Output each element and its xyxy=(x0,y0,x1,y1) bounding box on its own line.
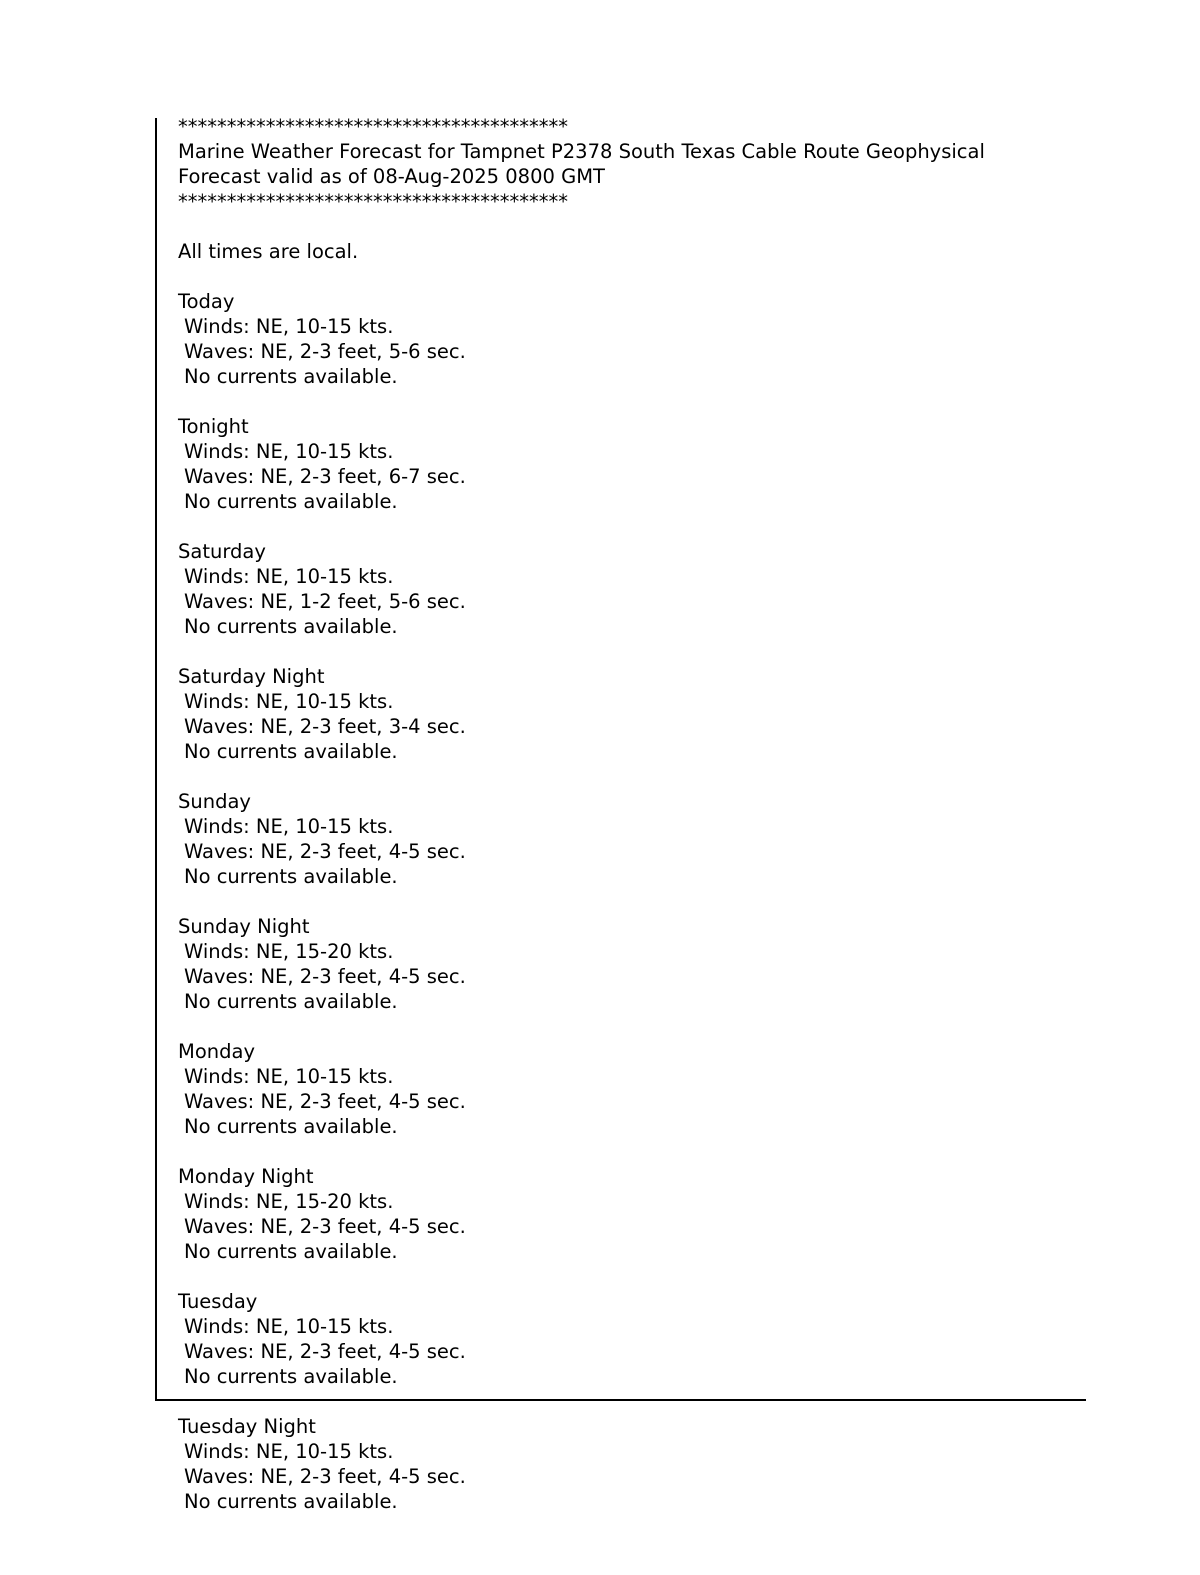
blank-line xyxy=(178,1264,1138,1289)
blank-line xyxy=(178,514,1138,539)
waves-line: Waves: NE, 2-3 feet, 4-5 sec. xyxy=(184,1215,466,1238)
currents-line: No currents available. xyxy=(184,1115,398,1138)
currents-line: No currents available. xyxy=(184,615,398,638)
forecast-section-monday-night xyxy=(178,1164,1138,1289)
day-label: Tonight xyxy=(178,415,249,438)
day-label: Sunday xyxy=(178,790,251,813)
times-note: All times are local. xyxy=(178,240,359,263)
forecast-title: Marine Weather Forecast for Tampnet P2378 South Texas Cable Route Geophysical xyxy=(178,140,985,163)
currents-line: No currents available. xyxy=(184,1240,398,1263)
waves-line: Waves: NE, 2-3 feet, 4-5 sec. xyxy=(184,840,466,863)
winds-line: Winds: NE, 10-15 kts. xyxy=(184,565,394,588)
winds-line: Winds: NE, 15-20 kts. xyxy=(184,1190,394,1213)
forecast-section-sunday xyxy=(178,789,1138,914)
forecast-section-monday xyxy=(178,1039,1138,1164)
separator-line-bottom: **************************************** xyxy=(178,190,568,213)
currents-line: No currents available. xyxy=(184,990,398,1013)
winds-line: Winds: NE, 10-15 kts. xyxy=(184,815,394,838)
forecast-section-saturday-night xyxy=(178,664,1138,789)
winds-line: Winds: NE, 10-15 kts. xyxy=(184,1315,394,1338)
blank-line xyxy=(178,1389,1138,1414)
currents-line: No currents available. xyxy=(184,1490,398,1513)
currents-line: No currents available. xyxy=(184,1365,398,1388)
waves-line: Waves: NE, 2-3 feet, 4-5 sec. xyxy=(184,965,466,988)
blank-line xyxy=(178,389,1138,414)
waves-line: Waves: NE, 1-2 feet, 5-6 sec. xyxy=(184,590,466,613)
forecast-section-sunday-night xyxy=(178,914,1138,1039)
waves-line: Waves: NE, 2-3 feet, 4-5 sec. xyxy=(184,1340,466,1363)
separator-line-top: **************************************** xyxy=(178,115,568,138)
forecast-section-tuesday xyxy=(178,1289,1138,1414)
waves-line: Waves: NE, 2-3 feet, 6-7 sec. xyxy=(184,465,466,488)
blank-line xyxy=(178,1139,1138,1164)
winds-line: Winds: NE, 10-15 kts. xyxy=(184,440,394,463)
day-label: Monday Night xyxy=(178,1165,314,1188)
winds-line: Winds: NE, 10-15 kts. xyxy=(184,315,394,338)
blank-line xyxy=(178,1014,1138,1039)
day-label: Sunday Night xyxy=(178,915,310,938)
currents-line: No currents available. xyxy=(184,490,398,513)
waves-line: Waves: NE, 2-3 feet, 4-5 sec. xyxy=(184,1465,466,1488)
forecast-validity: Forecast valid as of 08-Aug-2025 0800 GMT xyxy=(178,165,605,188)
forecast-section-tuesday-night xyxy=(178,1414,1138,1514)
blank-line xyxy=(178,214,1138,239)
day-label: Monday xyxy=(178,1040,255,1063)
forecast-document xyxy=(178,114,1138,1514)
winds-line: Winds: NE, 10-15 kts. xyxy=(184,1440,394,1463)
day-label: Tuesday xyxy=(178,1290,258,1313)
blank-line xyxy=(178,889,1138,914)
waves-line: Waves: NE, 2-3 feet, 5-6 sec. xyxy=(184,340,466,363)
forecast-section-today xyxy=(178,289,1138,414)
day-label: Today xyxy=(178,290,235,313)
forecast-section-saturday xyxy=(178,539,1138,664)
blank-line xyxy=(178,764,1138,789)
day-label: Saturday xyxy=(178,540,266,563)
currents-line: No currents available. xyxy=(184,865,398,888)
day-label: Saturday Night xyxy=(178,665,325,688)
forecast-section-tonight xyxy=(178,414,1138,539)
winds-line: Winds: NE, 10-15 kts. xyxy=(184,1065,394,1088)
day-label: Tuesday Night xyxy=(178,1415,316,1438)
waves-line: Waves: NE, 2-3 feet, 4-5 sec. xyxy=(184,1090,466,1113)
currents-line: No currents available. xyxy=(184,365,398,388)
currents-line: No currents available. xyxy=(184,740,398,763)
blank-line xyxy=(178,264,1138,289)
winds-line: Winds: NE, 15-20 kts. xyxy=(184,940,394,963)
waves-line: Waves: NE, 2-3 feet, 3-4 sec. xyxy=(184,715,466,738)
blank-line xyxy=(178,639,1138,664)
winds-line: Winds: NE, 10-15 kts. xyxy=(184,690,394,713)
